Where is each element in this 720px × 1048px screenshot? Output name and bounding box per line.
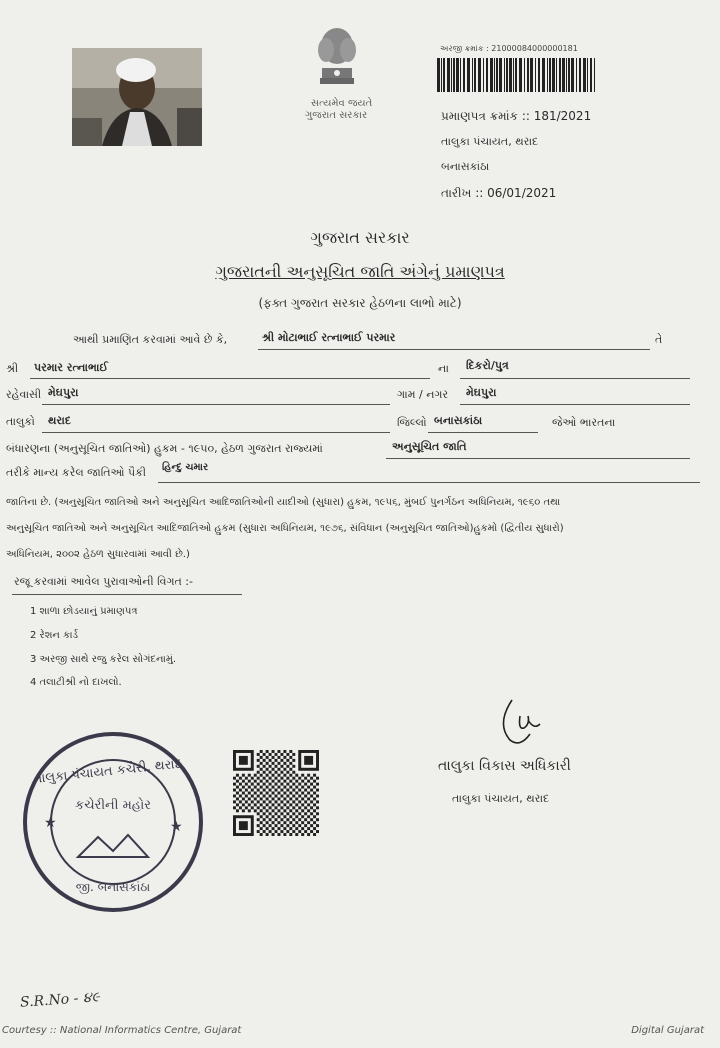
taluka-label: તાલુકો	[6, 415, 35, 428]
legal-paragraph-line-3: અધિનિયમ, ૨૦૦૨ હેઠળ સુધારવામાં આવી છે.)	[6, 549, 190, 560]
father-name: પરમાર રત્નાભાઈ	[34, 361, 108, 374]
title-note: (ફક્ત ગુજરાત સરકાર હેઠળના લાભો માટે)	[258, 296, 462, 310]
resident-label: રહેવાસી	[6, 388, 42, 401]
indian-label: જેઓ ભારતના	[552, 416, 616, 429]
relation-prefix: ના	[438, 362, 449, 375]
holder-name: શ્રી મોટાભાઈ રત્નાભાઈ પરમાર	[262, 331, 396, 344]
national-emblem	[302, 24, 372, 94]
footer-courtesy: Courtesy :: National Informatics Centre, Gujarat	[2, 1025, 242, 1036]
svg-text:કચેરીની મહોર: કચેરીની મહોર	[75, 798, 151, 813]
emblem-caption-1: સત્યમેવ જયતે	[311, 98, 373, 109]
evidence-item: 1 શાળા છોડયાનું પ્રમાણપત્ર	[30, 606, 138, 617]
svg-text:તાલુકા પંચાયત કચેરી, થરાદ: તાલુકા પંચાયત કચેરી, થરાદ	[32, 756, 183, 788]
legal-paragraph-line-1: જાતિના છે. (અનુસૂચિત જાતિઓ અને અનુસૂચિત આદિજાતિઓની યાદીઓ (સુધારા) હુકમ, ૧૯૫૬, મુંબઈ પુનર્ગઠન અધિનિયમ, ૧૯૬૦ તથા	[6, 497, 561, 508]
officer-signature	[490, 694, 560, 750]
issue-date: તારીખ :: 06/01/2021	[441, 186, 557, 200]
evidence-item: 3 અરજી સાથે રજુ કરેલ સોગંદનામું.	[30, 654, 177, 665]
svg-text:★: ★	[44, 815, 57, 831]
handwritten-serial: S.R.No - ૪૯	[19, 989, 101, 1011]
village-value: મેઘપુરા	[466, 386, 497, 399]
issuing-office: તાલુકા પંચાયત, થરાદ	[441, 135, 539, 148]
applicant-photo	[72, 48, 202, 146]
issuing-district: બનાસકાંઠા	[441, 160, 490, 173]
title-government: ગુજરાત સરકાર	[310, 228, 410, 247]
certify-prefix: આથી પ્રમાણિત કરવામાં આવે છે કે,	[73, 333, 228, 346]
caste-name: હિન્દુ ચમાર	[162, 462, 209, 473]
barcode	[437, 58, 595, 92]
officer-office: તાલુકા પંચાયત, થરાદ	[452, 792, 550, 805]
evidence-item: 2 રેશન કાર્ડ	[30, 630, 79, 641]
taluka-value: થરાદ	[48, 414, 71, 427]
legal-paragraph-line-2: અનુસૂચિત જાતિઓ અને અનુસૂચિત આદિજાતિઓ હુકમ (સુધારા અધિનિયમ, ૧૯૭૬, સંવિધાન (અનુસૂચિત જાતિઓ)હુકમો (દ્વિતીય સુધારો)	[6, 523, 564, 534]
relation-value: દિકરો/પુત્ર	[466, 359, 509, 372]
emblem-caption-2: ગુજરાત સરકાર	[305, 110, 368, 121]
resident-value: મેઘપુરા	[48, 386, 79, 399]
title-certificate: ગુજરાતની અનુસૂચિત જાતિ અંગેનું પ્રમાણપત્ર	[215, 262, 505, 281]
certify-suffix: તે	[655, 333, 663, 346]
certificate-number: પ્રમાણપત્ર ક્રમાંક :: 181/2021	[441, 109, 592, 123]
application-number: અરજી ક્રમાંક : 21000084000000181	[440, 44, 578, 53]
constitution-order-text: બંધારણના (અનુસૂચિત જાતિઓ) હુકમ - ૧૯૫૦, હેઠળ ગુજરાત રાજ્યમાં	[6, 442, 323, 455]
village-label: ગામ / નગર	[397, 388, 449, 401]
father-prefix: શ્રી	[6, 362, 19, 375]
district-value: બનાસકાંઠા	[434, 414, 483, 427]
svg-text:જી. બનાસકાંઠા: જી. બનાસકાંઠા	[75, 880, 151, 894]
evidence-item: 4 તલાટીશ્રી નો દાખલો.	[30, 677, 122, 688]
evidence-heading: રજૂ કરવામાં આવેલ પુરાવાઓની વિગત :-	[14, 575, 193, 588]
district-label: જિલ્લો	[397, 416, 427, 429]
officer-designation: તાલુકા વિકાસ અધિકારી	[438, 758, 571, 774]
svg-text:★: ★	[170, 819, 183, 835]
caste-category: અનુસૂચિત જાતિ	[392, 440, 467, 453]
recognized-caste-label: તરીકે માન્ય કરેલ જાતિઓ પૈકી	[6, 466, 147, 479]
office-seal	[18, 727, 208, 917]
footer-brand: Digital Gujarat	[631, 1025, 704, 1036]
qr-code	[233, 750, 319, 836]
